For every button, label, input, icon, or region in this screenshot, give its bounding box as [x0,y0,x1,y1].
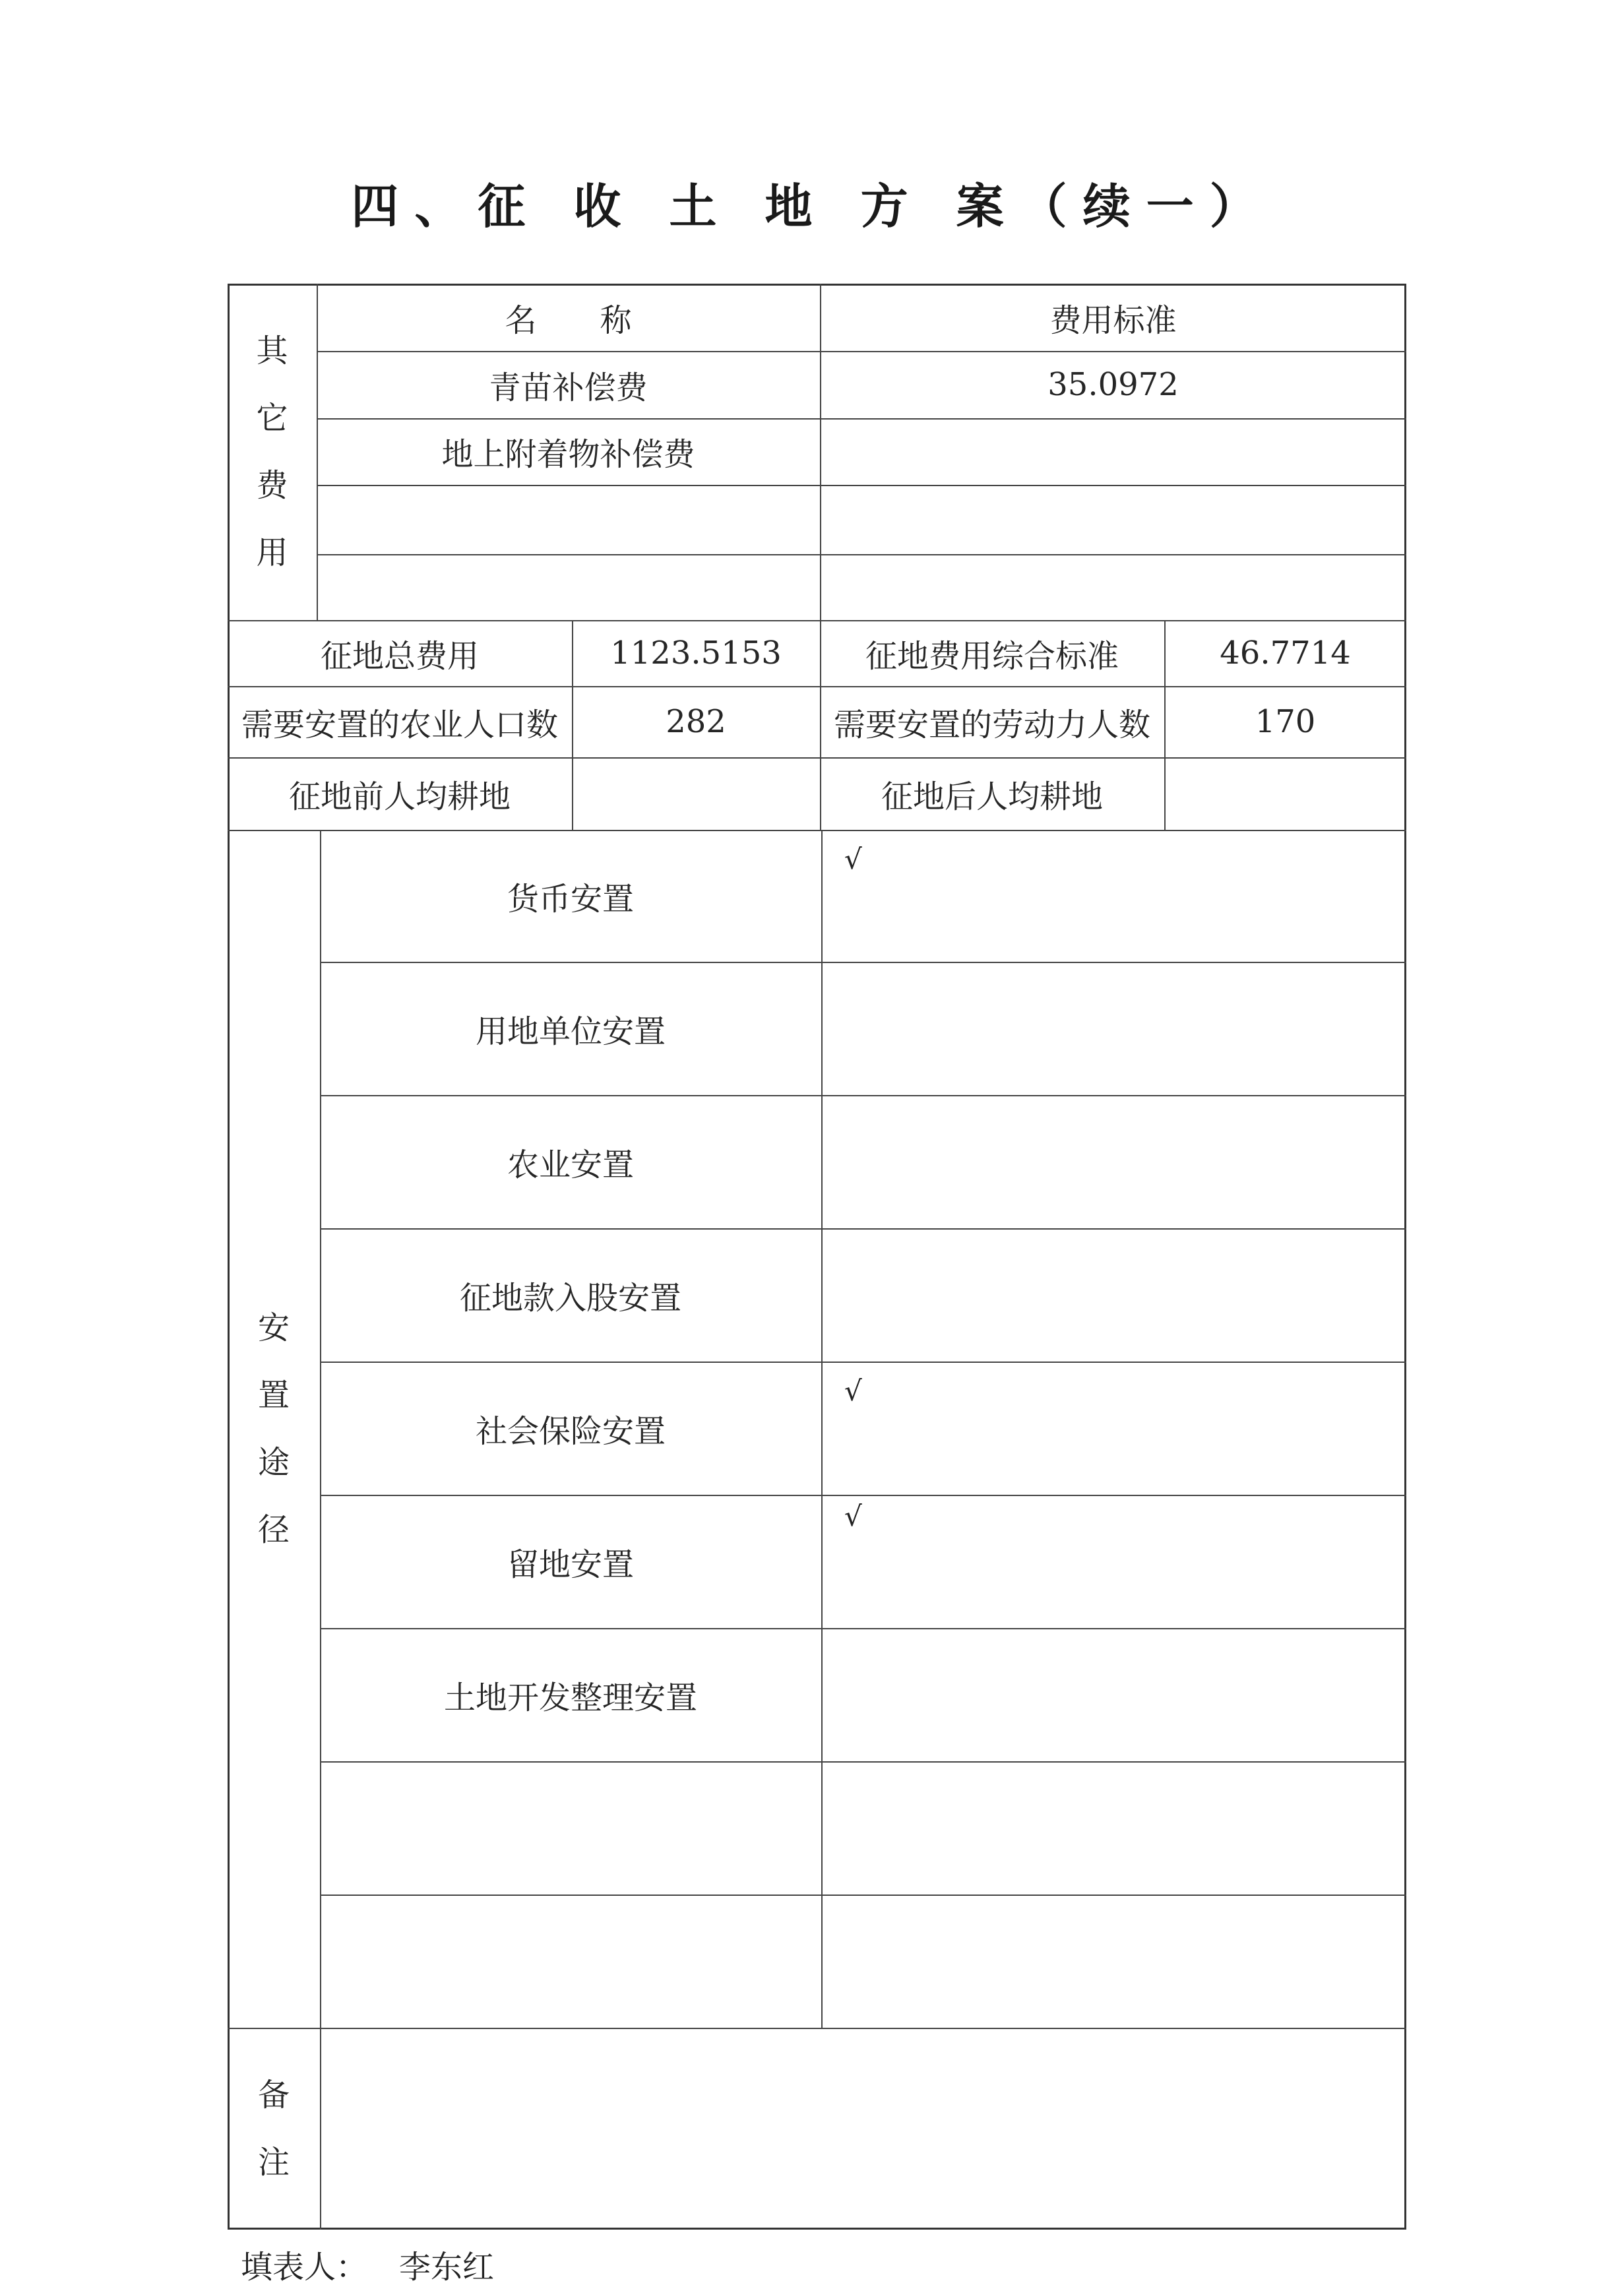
cost-standard-value: 46.7714 [1220,635,1351,672]
filler-label: 填表人： [241,2249,368,2286]
resettle-name-equity: 征地款入股安置 [459,1279,681,1317]
row-divider [317,485,1406,486]
farmland-before-label: 征地前人均耕地 [288,778,511,815]
cost-standard-label: 征地费用综合标准 [865,637,1119,675]
labor-count-label: 需要安置的劳动力人数 [833,706,1150,743]
resettle-name-reserved-land: 留地安置 [507,1546,634,1583]
filler-name: 李东红 [399,2249,495,2286]
fee-value-attachments [820,418,1406,485]
resettle-name-employer: 用地单位安置 [475,1013,666,1050]
farmland-after-value [1164,757,1406,830]
row-divider [320,1895,1406,1896]
resettle-name-monetary: 货币安置 [507,880,634,918]
ag-population-label: 需要安置的农业人口数 [241,706,558,743]
resettle-name-agriculture: 农业安置 [507,1146,634,1183]
remarks-label: 备 注 [257,2077,290,2181]
fee-name-attachments: 地上附着物补偿费 [441,436,695,473]
resettlement-label: 安 置 途 径 [257,1309,290,1548]
page-title: 四、征 收 土 地 方 案（续一） [351,179,1273,234]
row-divider [317,554,1406,555]
header-name: 名 称 [505,301,632,339]
resettle-mark-social-insurance: √ [844,1375,862,1407]
resettle-mark-reserved-land: √ [844,1500,862,1532]
resettle-name-land-development: 土地开发整理安置 [443,1679,697,1716]
remarks-content [320,2028,1406,2230]
total-cost-value: 1123.5153 [610,635,782,672]
form-filler [241,2241,494,2287]
header-standard: 费用标准 [1049,301,1177,339]
column-divider [821,830,823,2028]
farmland-after-label: 征地后人均耕地 [881,778,1103,815]
other-fees-label: 其 它 费 用 [256,332,288,571]
labor-count-value: 170 [1255,703,1316,740]
total-cost-label: 征地总费用 [320,637,479,675]
resettle-name-social-insurance: 社会保险安置 [475,1412,666,1450]
fee-name-seedling: 青苗补偿费 [489,369,648,406]
farmland-before-value [572,757,820,830]
fee-value-seedling: 35.0972 [1047,366,1179,403]
row-divider [320,1761,1406,1763]
resettle-mark-monetary: √ [844,843,862,875]
ag-population-value: 282 [666,703,726,740]
